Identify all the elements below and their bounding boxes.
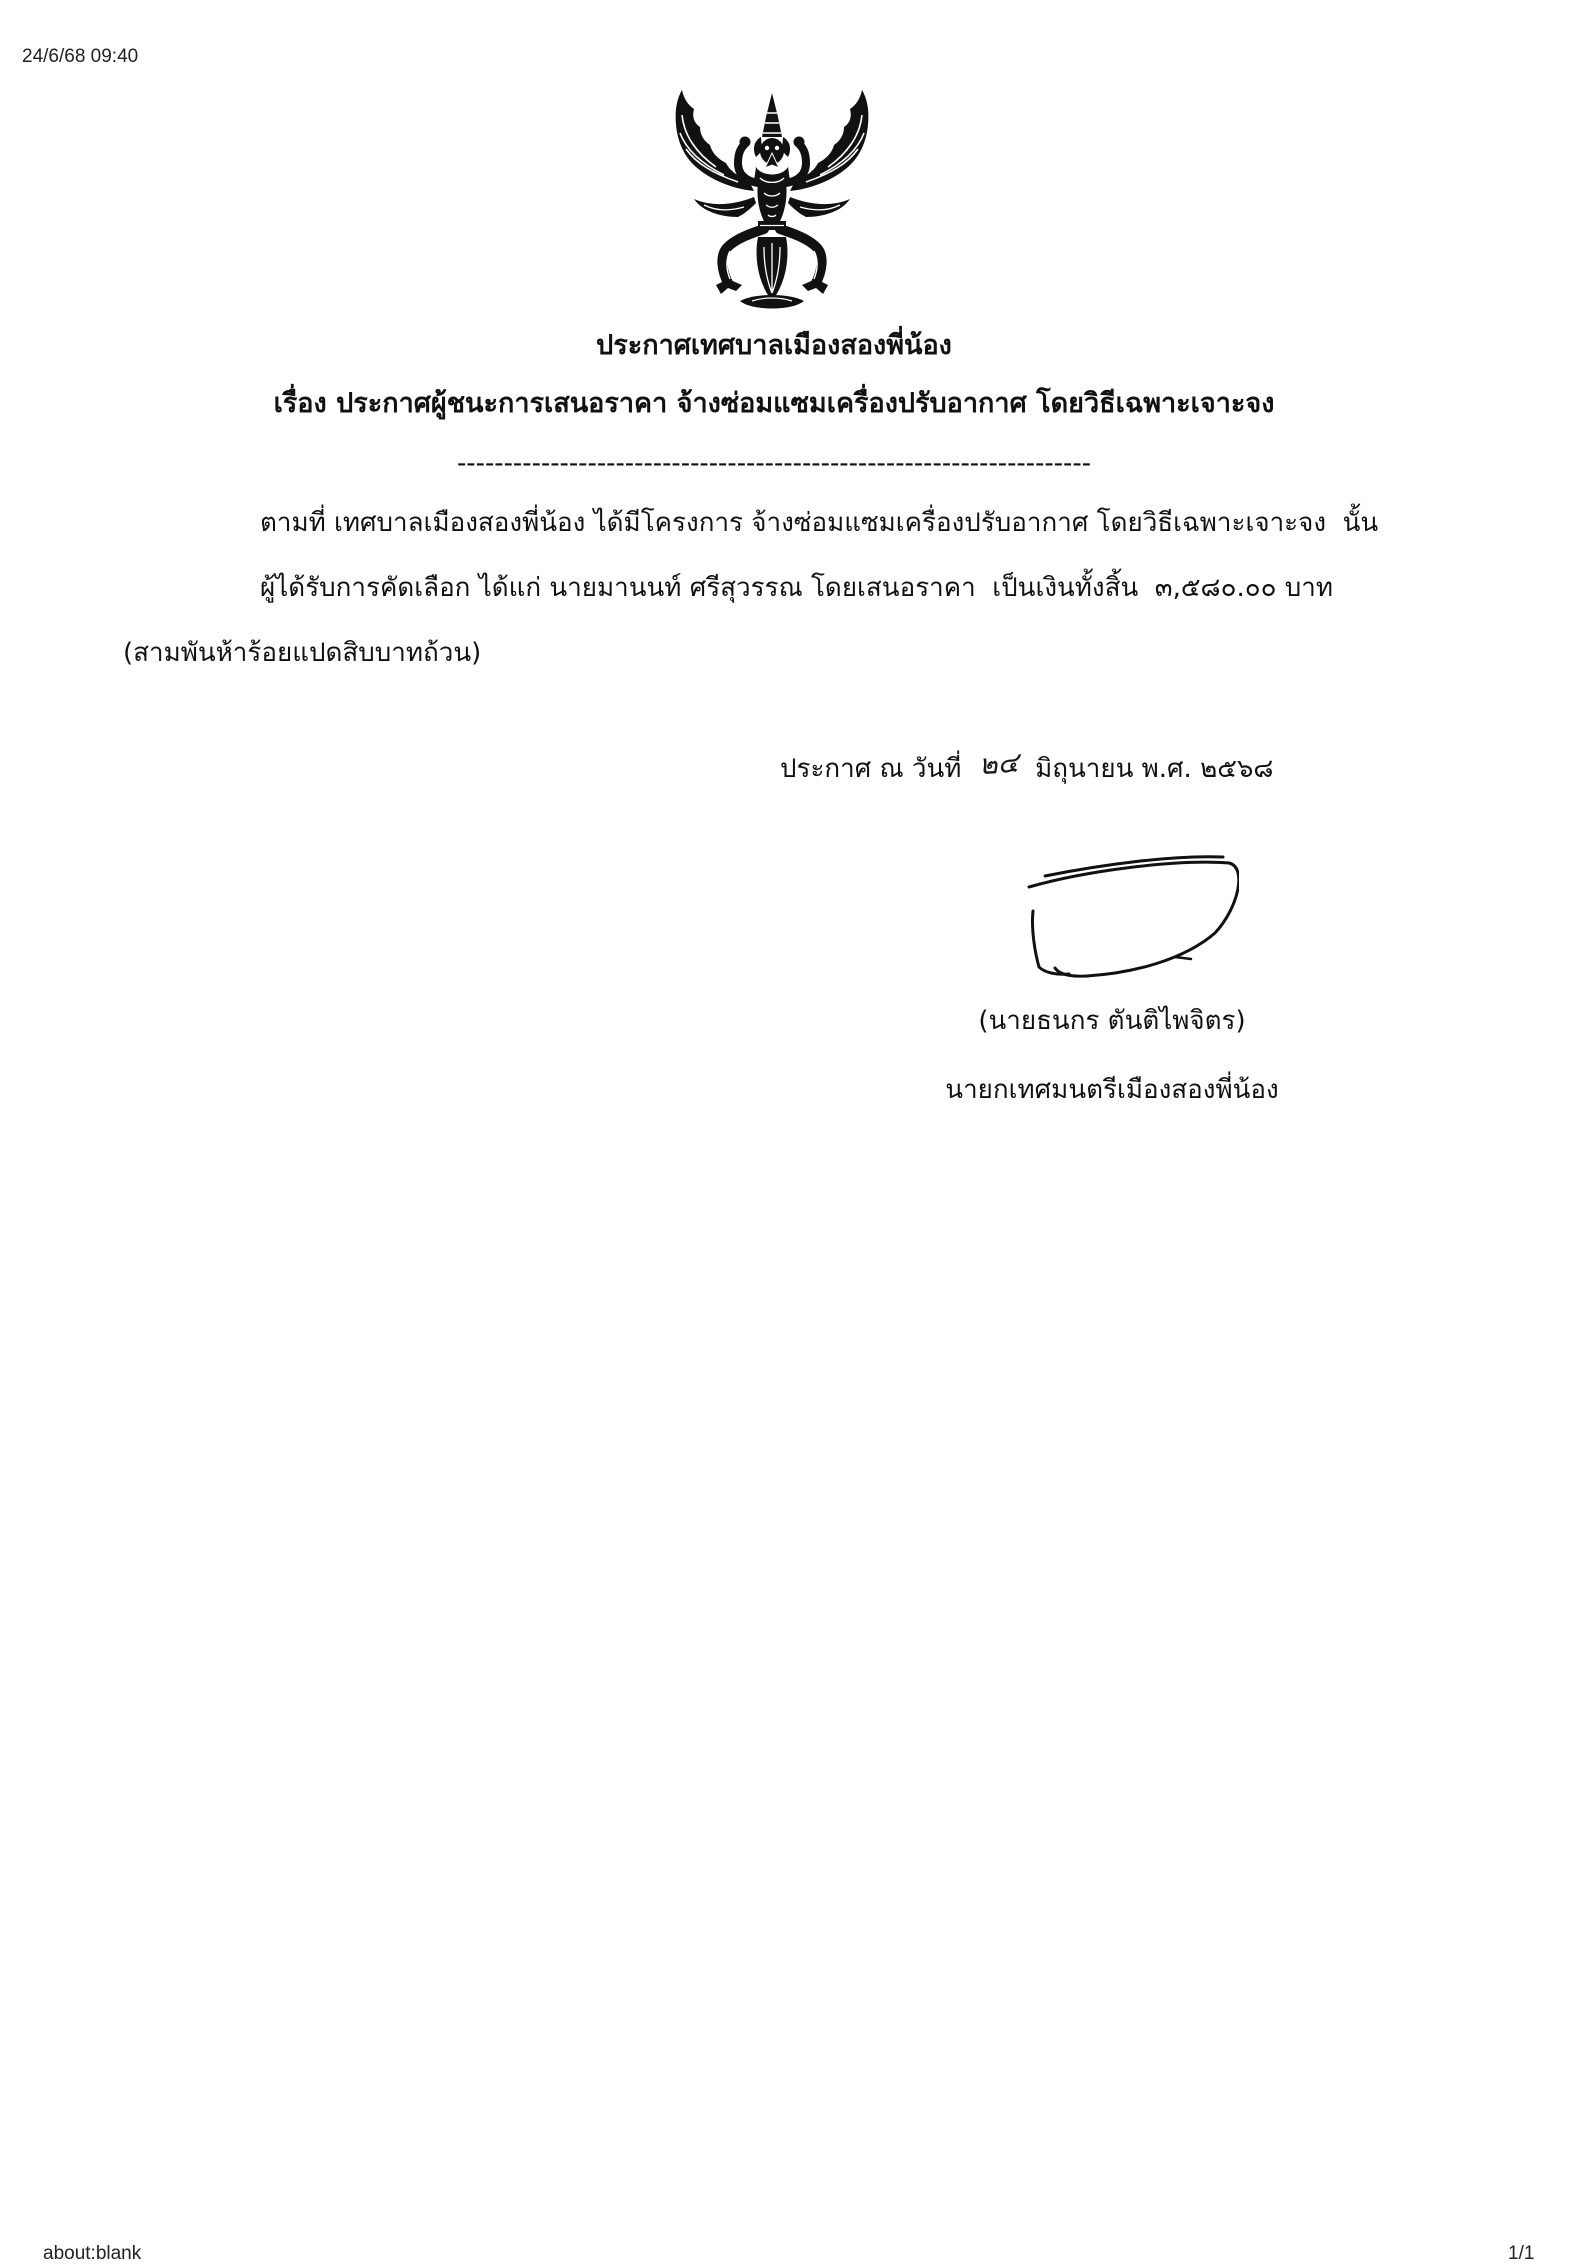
crown: [762, 93, 782, 137]
signatory-position: นายกเทศมนตรีเมืองสองพี่น้อง: [945, 1075, 1279, 1105]
print-footer-page-number: 1/1: [1508, 2243, 1535, 2264]
signatory-name: (นายธนกร ตันติไพจิตร): [978, 1006, 1246, 1036]
date-suffix: มิถุนายน พ.ศ. ๒๕๖๘: [1035, 754, 1274, 784]
print-timestamp: 24/6/68 09:40: [22, 46, 139, 67]
subject-line: เรื่อง ประกาศผู้ชนะการเสนอราคา จ้างซ่อมแซมเครื่องปรับอากาศ โดยวิธีเฉพาะเจาะจง: [273, 388, 1275, 419]
body-line-3-amount-in-words: (สามพันห้าร้อยแปดสิบบาทถ้วน): [123, 638, 482, 668]
print-footer-url: about:blank: [43, 2243, 142, 2264]
body-line-1: ตามที่ เทศบาลเมืองสองพี่น้อง ได้มีโครงการ จ้างซ่อมแซมเครื่องปรับอากาศ โดยวิธีเฉพาะเจาะจง นั้น: [260, 508, 1379, 538]
signature-stroke: [1032, 911, 1069, 974]
torso: [757, 183, 786, 225]
date-prefix: ประกาศ ณ วันที่: [780, 754, 962, 784]
date-day-handwritten: ๒๔: [978, 745, 1021, 782]
signature: [1025, 849, 1239, 982]
garuda-emblem: [668, 87, 878, 318]
base-ornament: [740, 295, 804, 309]
separator-line: --------------------------------------------------------------------: [456, 447, 1092, 478]
signature-stroke: [1029, 862, 1239, 976]
issuer-title: ประกาศเทศบาลเมืองสองพี่น้อง: [596, 330, 952, 361]
announcement-date: [780, 745, 1274, 789]
signature-stroke: [1175, 957, 1191, 959]
body-line-2: ผู้ได้รับการคัดเลือก ได้แก่ นายมานนท์ ศรีสุวรรณ โดยเสนอราคา เป็นเงินทั้งสิ้น ๓,๕๘๐.๐๐ บาท: [260, 573, 1333, 603]
